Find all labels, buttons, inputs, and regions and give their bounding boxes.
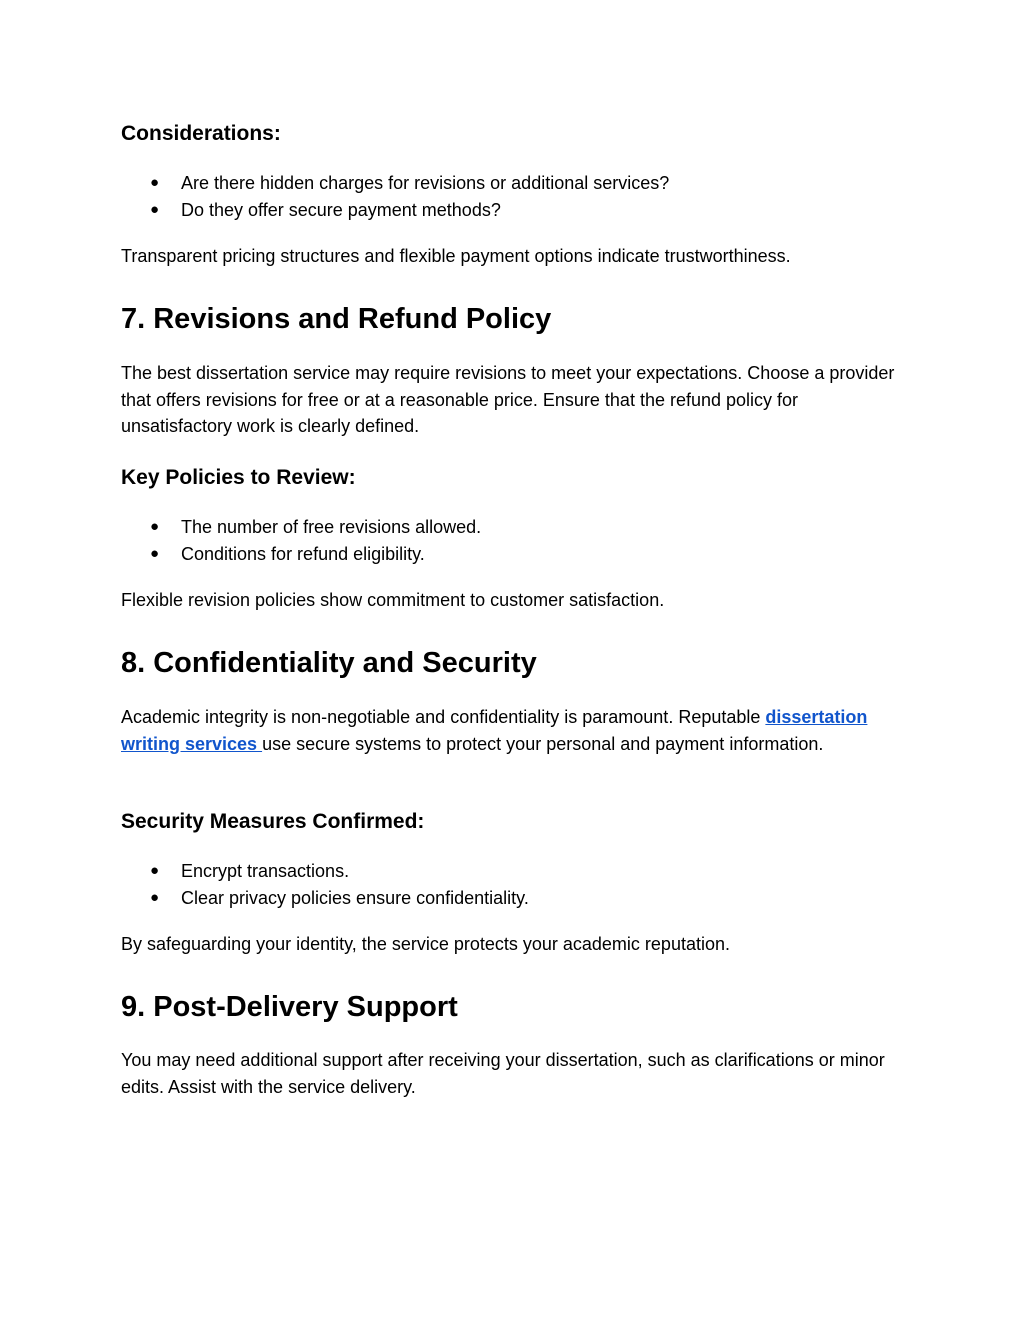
security-measures-heading: Security Measures Confirmed: xyxy=(121,810,425,833)
revisions-closing: Flexible revision policies show commitment to customer satisfaction. xyxy=(121,590,665,610)
list-item: ● Clear privacy policies ensure confidentiality. xyxy=(121,885,529,912)
bullet-icon: ● xyxy=(150,518,160,535)
post-delivery-heading: 9. Post-Delivery Support xyxy=(121,991,458,1023)
post-delivery-intro: You may need additional support after receiving your dissertation, such as clarifications or minor edits. Assist with the service delivery. xyxy=(121,1050,885,1097)
list-item: ● The number of free revisions allowed. xyxy=(121,514,481,541)
bullet-icon: ● xyxy=(150,888,160,906)
key-policies-heading: Key Policies to Review: xyxy=(121,466,356,489)
confidentiality-heading: 8. Confidentiality and Security xyxy=(121,647,537,679)
list-item: ● Encrypt transactions. xyxy=(121,858,529,885)
list-item: ● Are there hidden charges for revisions or additional services? xyxy=(121,170,669,197)
considerations-heading: Considerations: xyxy=(121,122,281,145)
revisions-intro: The best dissertation service may require revisions to meet your expectations. Choose a provider that offers revisions for free or at a reasonable price. Ensure that the refund policy for unsatisfactory work is clearly defined. xyxy=(121,363,895,437)
confidentiality-closing: By safeguarding your identity, the service protects your academic reputation. xyxy=(121,934,730,954)
bullet-icon: ● xyxy=(150,174,160,191)
list-item: ● Conditions for refund eligibility. xyxy=(121,541,481,568)
bullet-icon: ● xyxy=(150,200,160,218)
revisions-heading: 7. Revisions and Refund Policy xyxy=(121,303,552,335)
security-measures-list xyxy=(121,858,529,911)
dissertation-services-link[interactable]: dissertation writing services xyxy=(121,707,868,754)
considerations-closing: Transparent pricing structures and flexible payment options indicate trustworthiness. xyxy=(121,246,791,266)
list-item: ● Do they offer secure payment methods? xyxy=(121,197,669,224)
bullet-icon: ● xyxy=(150,544,160,562)
considerations-list xyxy=(121,170,669,223)
bullet-icon: ● xyxy=(150,862,160,879)
confidentiality-intro: Academic integrity is non-negotiable and confidentiality is paramount. Reputable dissertation writing services use secure systems to protect your personal and payment information. xyxy=(121,707,868,754)
key-policies-list xyxy=(121,514,481,567)
